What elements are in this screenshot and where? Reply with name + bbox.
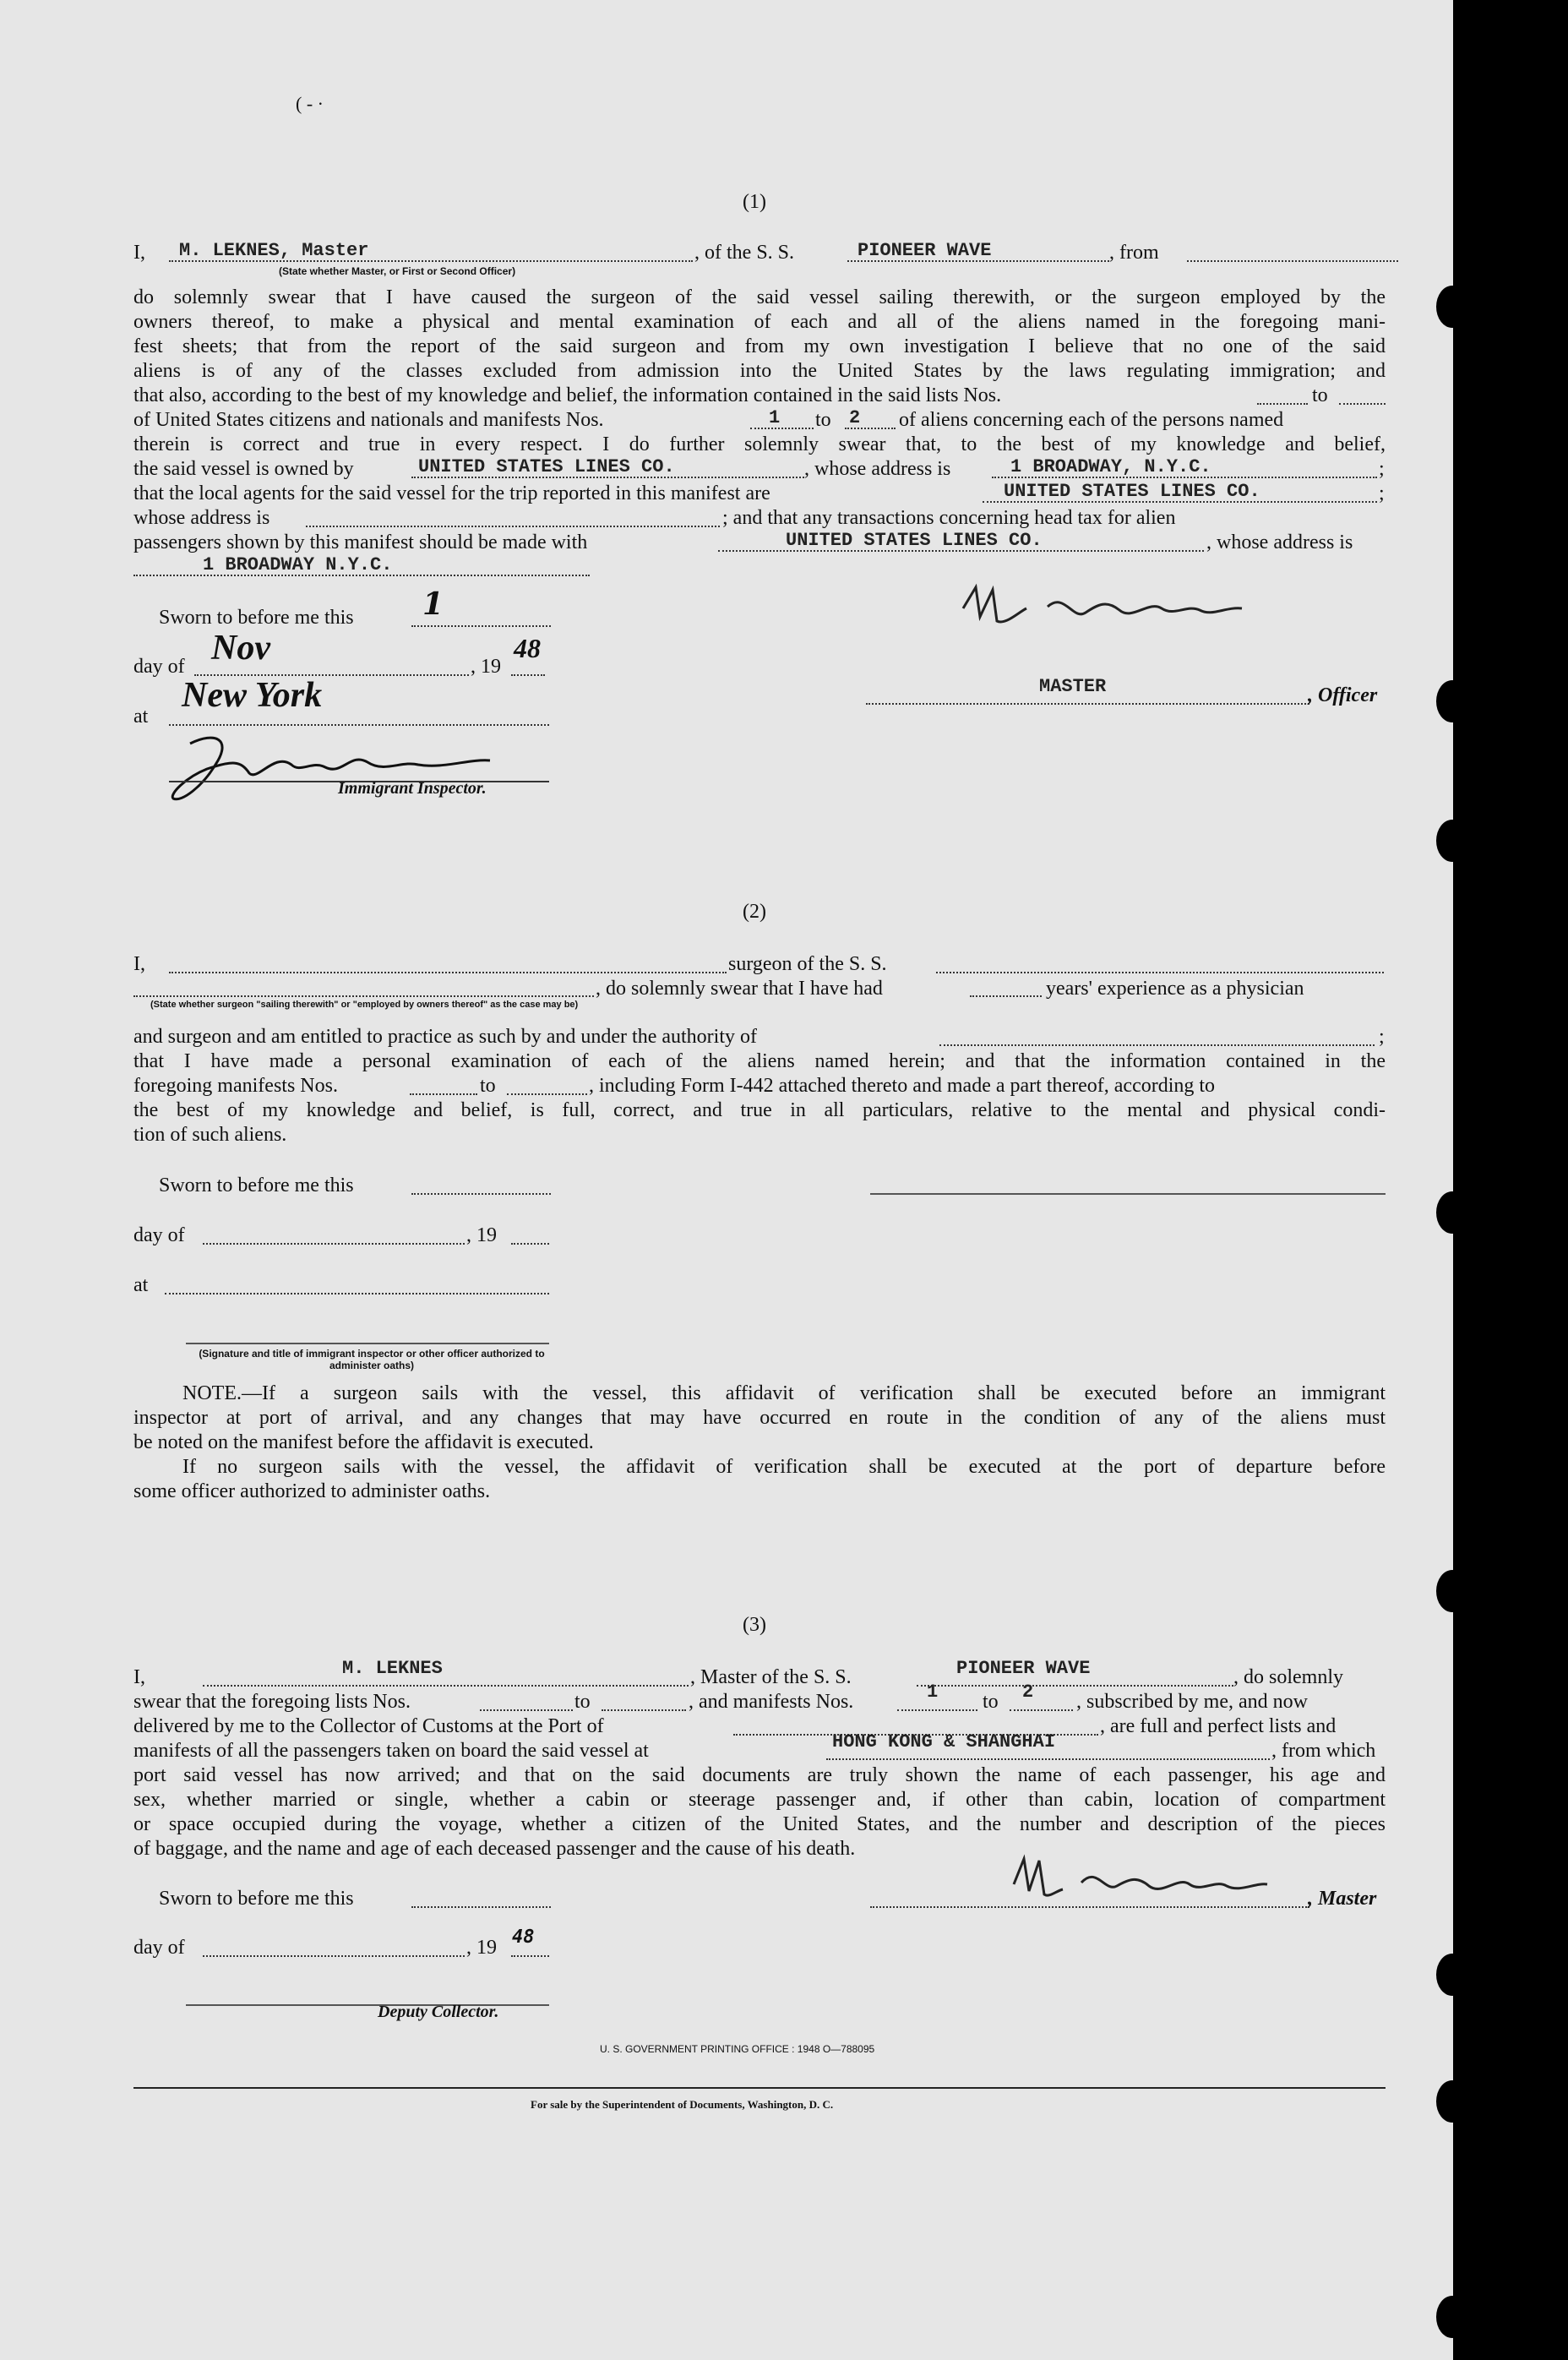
s1-sworn: Sworn to before me this bbox=[159, 607, 354, 629]
officer-label: , Officer bbox=[1308, 684, 1378, 706]
printer-imprint: U. S. GOVERNMENT PRINTING OFFICE : 1948 O—788095 bbox=[600, 2043, 875, 2055]
s3-line-3-pre: delivered by me to the Collector of Customs at the Port of bbox=[133, 1715, 604, 1737]
note-5: some officer authorized to administer oaths. bbox=[133, 1480, 491, 1502]
lists-from-field bbox=[1257, 383, 1308, 405]
s1-at: at bbox=[133, 706, 149, 728]
sale-notice: For sale by the Superintendent of Documents, Washington, D. C. bbox=[531, 2098, 834, 2111]
master-signature bbox=[879, 575, 1318, 642]
binder-hole bbox=[1436, 1570, 1468, 1612]
s2-type-field bbox=[133, 975, 594, 997]
owner-address: 1 BROADWAY, N.Y.C. bbox=[1010, 456, 1211, 477]
s2-year-field bbox=[511, 1223, 549, 1245]
s1-para-5: that also, according to the best of my knowledge and belief, the information contained in the said lists Nos. bbox=[133, 384, 1002, 406]
s3-year: 48 bbox=[512, 1927, 535, 1948]
agents-name: UNITED STATES LINES CO. bbox=[1004, 481, 1260, 502]
s1-place: New York bbox=[182, 676, 323, 715]
s3-line-2-mid: , and manifests Nos. bbox=[689, 1691, 854, 1713]
s1-year: 48 bbox=[514, 633, 541, 663]
s2-year-prefix: , 19 bbox=[466, 1224, 497, 1246]
s3-line-2-to: to bbox=[574, 1691, 591, 1713]
s3-ports: HONG KONG & SHANGHAI bbox=[832, 1731, 1056, 1752]
semicolon-2: ; bbox=[1379, 482, 1385, 504]
s3-sworn-field bbox=[411, 1886, 551, 1908]
note-1: NOTE.—If a surgeon sails with the vessel, this affidavit of verification shall be executed before an immigrant bbox=[182, 1382, 1386, 1404]
s1-para-2: owners thereof, to make a physical and mental examination of each and all of the aliens named in the foregoing mani- bbox=[133, 311, 1386, 333]
note-4: If no surgeon sails with the vessel, the affidavit of verification shall be executed at the port of departure before bbox=[182, 1456, 1386, 1478]
s1-year-prefix: , 19 bbox=[471, 656, 501, 678]
s2-sig-hint: (Signature and title of immigrant inspector or other officer authorized to administer oaths) bbox=[199, 1348, 545, 1371]
s2-surgeon-hint: (State whether surgeon "sailing therewith" or "employed by owners thereof" as the case may be) bbox=[150, 1000, 579, 1010]
s3-month-field bbox=[203, 1935, 465, 1957]
s2-vessel-field bbox=[936, 951, 1384, 973]
s1-i: I, bbox=[133, 242, 145, 264]
note-3: be noted on the manifest before the affidavit is executed. bbox=[133, 1431, 594, 1453]
s3-line-4-pre: manifests of all the passengers taken on board the said vessel at bbox=[133, 1740, 649, 1762]
s2-years-label: years' experience as a physician bbox=[1046, 978, 1304, 1000]
s3-line-1-mid: , Master of the S. S. bbox=[690, 1666, 852, 1688]
s3-i: I, bbox=[133, 1666, 145, 1688]
s3-line-3-post: , are full and perfect lists and bbox=[1100, 1715, 1337, 1737]
owner-name: UNITED STATES LINES CO. bbox=[418, 456, 675, 477]
manifest-from: 1 bbox=[769, 407, 781, 428]
master-name: M. LEKNES, Master bbox=[179, 240, 369, 261]
s2-authority-field bbox=[939, 1024, 1375, 1046]
vessel-name: PIONEER WAVE bbox=[858, 240, 992, 261]
manifest-to: 2 bbox=[849, 407, 861, 428]
s2-i: I, bbox=[133, 953, 145, 975]
s3-lists-from-field bbox=[480, 1689, 573, 1711]
s3-line-2-to2: to bbox=[983, 1691, 999, 1713]
binder-hole bbox=[1436, 286, 1468, 328]
footer-rule bbox=[133, 2087, 1386, 2089]
s3-master-field-line bbox=[870, 1886, 1309, 1908]
agents-address-field bbox=[306, 505, 720, 527]
s3-line-2-post: , subscribed by me, and now bbox=[1076, 1691, 1308, 1713]
s3-manifest-to: 2 bbox=[1022, 1681, 1034, 1703]
inspector-caption: Immigrant Inspector. bbox=[338, 779, 487, 798]
s2-swear: , do solemnly swear that I have had bbox=[596, 978, 883, 1000]
lists-to-field bbox=[1339, 383, 1386, 405]
s2-surgeon-of: surgeon of the S. S. bbox=[728, 953, 887, 975]
s1-para-5-to: to bbox=[1312, 384, 1328, 406]
s1-para-7: therein is correct and true in every respect. I do further solemnly swear that, to the best of my knowledge and belief, bbox=[133, 433, 1386, 455]
binder-hole bbox=[1436, 1954, 1468, 1996]
s2-manifest-to-field bbox=[507, 1073, 587, 1095]
s3-sworn: Sworn to before me this bbox=[159, 1888, 354, 1910]
s3-line-6: sex, whether married or single, whether a cabin or steerage passenger and, if other than cabin, location of compartment bbox=[133, 1789, 1386, 1811]
s2-line-5-post: , including Form I-442 attached thereto and made a part thereof, according to bbox=[589, 1075, 1216, 1097]
s2-signature-line bbox=[870, 1173, 1386, 1195]
binder-hole bbox=[1436, 2296, 1468, 2338]
s2-manifest-from-field bbox=[410, 1073, 477, 1095]
binder-hole bbox=[1436, 820, 1468, 862]
officer-hint: (State whether Master, or First or Second Officer) bbox=[279, 265, 516, 277]
s3-day-of: day of bbox=[133, 1937, 185, 1959]
from-field bbox=[1187, 240, 1398, 262]
s1-from: , from bbox=[1109, 242, 1159, 264]
s1-of-ss: , of the S. S. bbox=[694, 242, 795, 264]
s2-sworn: Sworn to before me this bbox=[159, 1175, 354, 1196]
section-2-number: (2) bbox=[743, 901, 766, 923]
s1-owned-pre: the said vessel is owned by bbox=[133, 458, 354, 480]
s1-owned-mid: , whose address is bbox=[804, 458, 951, 480]
s2-name-field bbox=[169, 951, 727, 973]
s3-vessel: PIONEER WAVE bbox=[956, 1658, 1091, 1679]
s2-line-3: and surgeon and am entitled to practice as such by and under the authority of bbox=[133, 1026, 757, 1048]
s1-whose-address: whose address is bbox=[133, 507, 270, 529]
deputy-caption: Deputy Collector. bbox=[378, 2003, 499, 2021]
s1-para-4: aliens is of any of the classes excluded from admission into the United States by the laws regulating immigration; and bbox=[133, 360, 1386, 382]
s3-line-8: of baggage, and the name and age of each deceased passenger and the cause of his death. bbox=[133, 1838, 856, 1860]
binder-hole bbox=[1436, 1191, 1468, 1234]
s1-agents-pre: that the local agents for the said vessel for the trip reported in this manifest are bbox=[133, 482, 770, 504]
s3-lists-to-field bbox=[602, 1689, 686, 1711]
s2-years-field bbox=[970, 975, 1042, 997]
s3-line-5: port said vessel has now arrived; and that on the said documents are truly shown the name of each passenger, his age and bbox=[133, 1764, 1386, 1786]
s3-line-7: or space occupied during the voyage, whether a citizen of the United States, and the number and description of the pieces bbox=[133, 1813, 1386, 1835]
s3-year-prefix: , 19 bbox=[466, 1937, 497, 1959]
s2-line-5-to: to bbox=[480, 1075, 496, 1097]
semicolon: ; bbox=[1379, 458, 1385, 480]
s3-master-field bbox=[203, 1665, 689, 1687]
s1-para-6-post: of aliens concerning each of the persons named bbox=[899, 409, 1284, 431]
s1-para-6-pre: of United States citizens and nationals and manifests Nos. bbox=[133, 409, 604, 431]
s2-line-7: tion of such aliens. bbox=[133, 1124, 287, 1146]
s2-day-of: day of bbox=[133, 1224, 185, 1246]
s2-line-4: that I have made a personal examination of each of the aliens named herein; and that the information contained in the bbox=[133, 1050, 1386, 1072]
tax-agent: UNITED STATES LINES CO. bbox=[786, 530, 1043, 551]
s1-head-tax: ; and that any transactions concerning head tax for alien bbox=[722, 507, 1176, 529]
s1-para-1: do solemnly swear that I have caused the surgeon of the said vessel sailing therewith, or the surgeon employed by the bbox=[133, 286, 1386, 308]
s1-para-3: fest sheets; that from the report of the said surgeon and from my own investigation I believe that no one of the said bbox=[133, 335, 1386, 357]
s2-place-field bbox=[165, 1273, 549, 1294]
s2-month-field bbox=[203, 1223, 465, 1245]
top-marks: ( - · bbox=[296, 93, 324, 114]
role: MASTER bbox=[1039, 676, 1107, 697]
s1-sworn-day: 1 bbox=[422, 586, 444, 622]
binder-hole bbox=[1436, 680, 1468, 722]
s3-master: M. LEKNES bbox=[342, 1658, 443, 1679]
s2-line-6: the best of my knowledge and belief, is full, correct, and true in all particulars, relative to the mental and physical condi- bbox=[133, 1099, 1386, 1121]
s2-at: at bbox=[133, 1274, 149, 1296]
s3-master-label: , Master bbox=[1308, 1888, 1377, 1910]
section-3-number: (3) bbox=[743, 1614, 766, 1636]
tax-address: 1 BROADWAY N.Y.C. bbox=[203, 554, 393, 575]
s1-passengers-pre: passengers shown by this manifest should be made with bbox=[133, 531, 588, 553]
semicolon-3: ; bbox=[1379, 1026, 1385, 1048]
s2-line-5-pre: foregoing manifests Nos. bbox=[133, 1075, 338, 1097]
manifest-from-field bbox=[750, 407, 814, 429]
s1-month: Nov bbox=[211, 629, 270, 668]
s1-day-of: day of bbox=[133, 656, 185, 678]
s2-sworn-field bbox=[411, 1173, 551, 1195]
s1-para-6-to: to bbox=[815, 409, 831, 431]
binder-hole bbox=[1436, 2080, 1468, 2123]
section-1-number: (1) bbox=[743, 191, 766, 213]
s1-passengers-post: , whose address is bbox=[1206, 531, 1353, 553]
s2-officer-line bbox=[186, 1322, 549, 1344]
s3-line-4-post: , from which bbox=[1271, 1740, 1376, 1762]
note-2: inspector at port of arrival, and any changes that may have occurred en route in the condition of any of the aliens must bbox=[133, 1407, 1386, 1429]
s3-manifest-from: 1 bbox=[927, 1681, 939, 1703]
s3-manifest-to-field bbox=[1010, 1689, 1073, 1711]
s3-line-1-post: , do solemnly bbox=[1233, 1666, 1343, 1688]
s3-line-2-pre: swear that the foregoing lists Nos. bbox=[133, 1691, 411, 1713]
